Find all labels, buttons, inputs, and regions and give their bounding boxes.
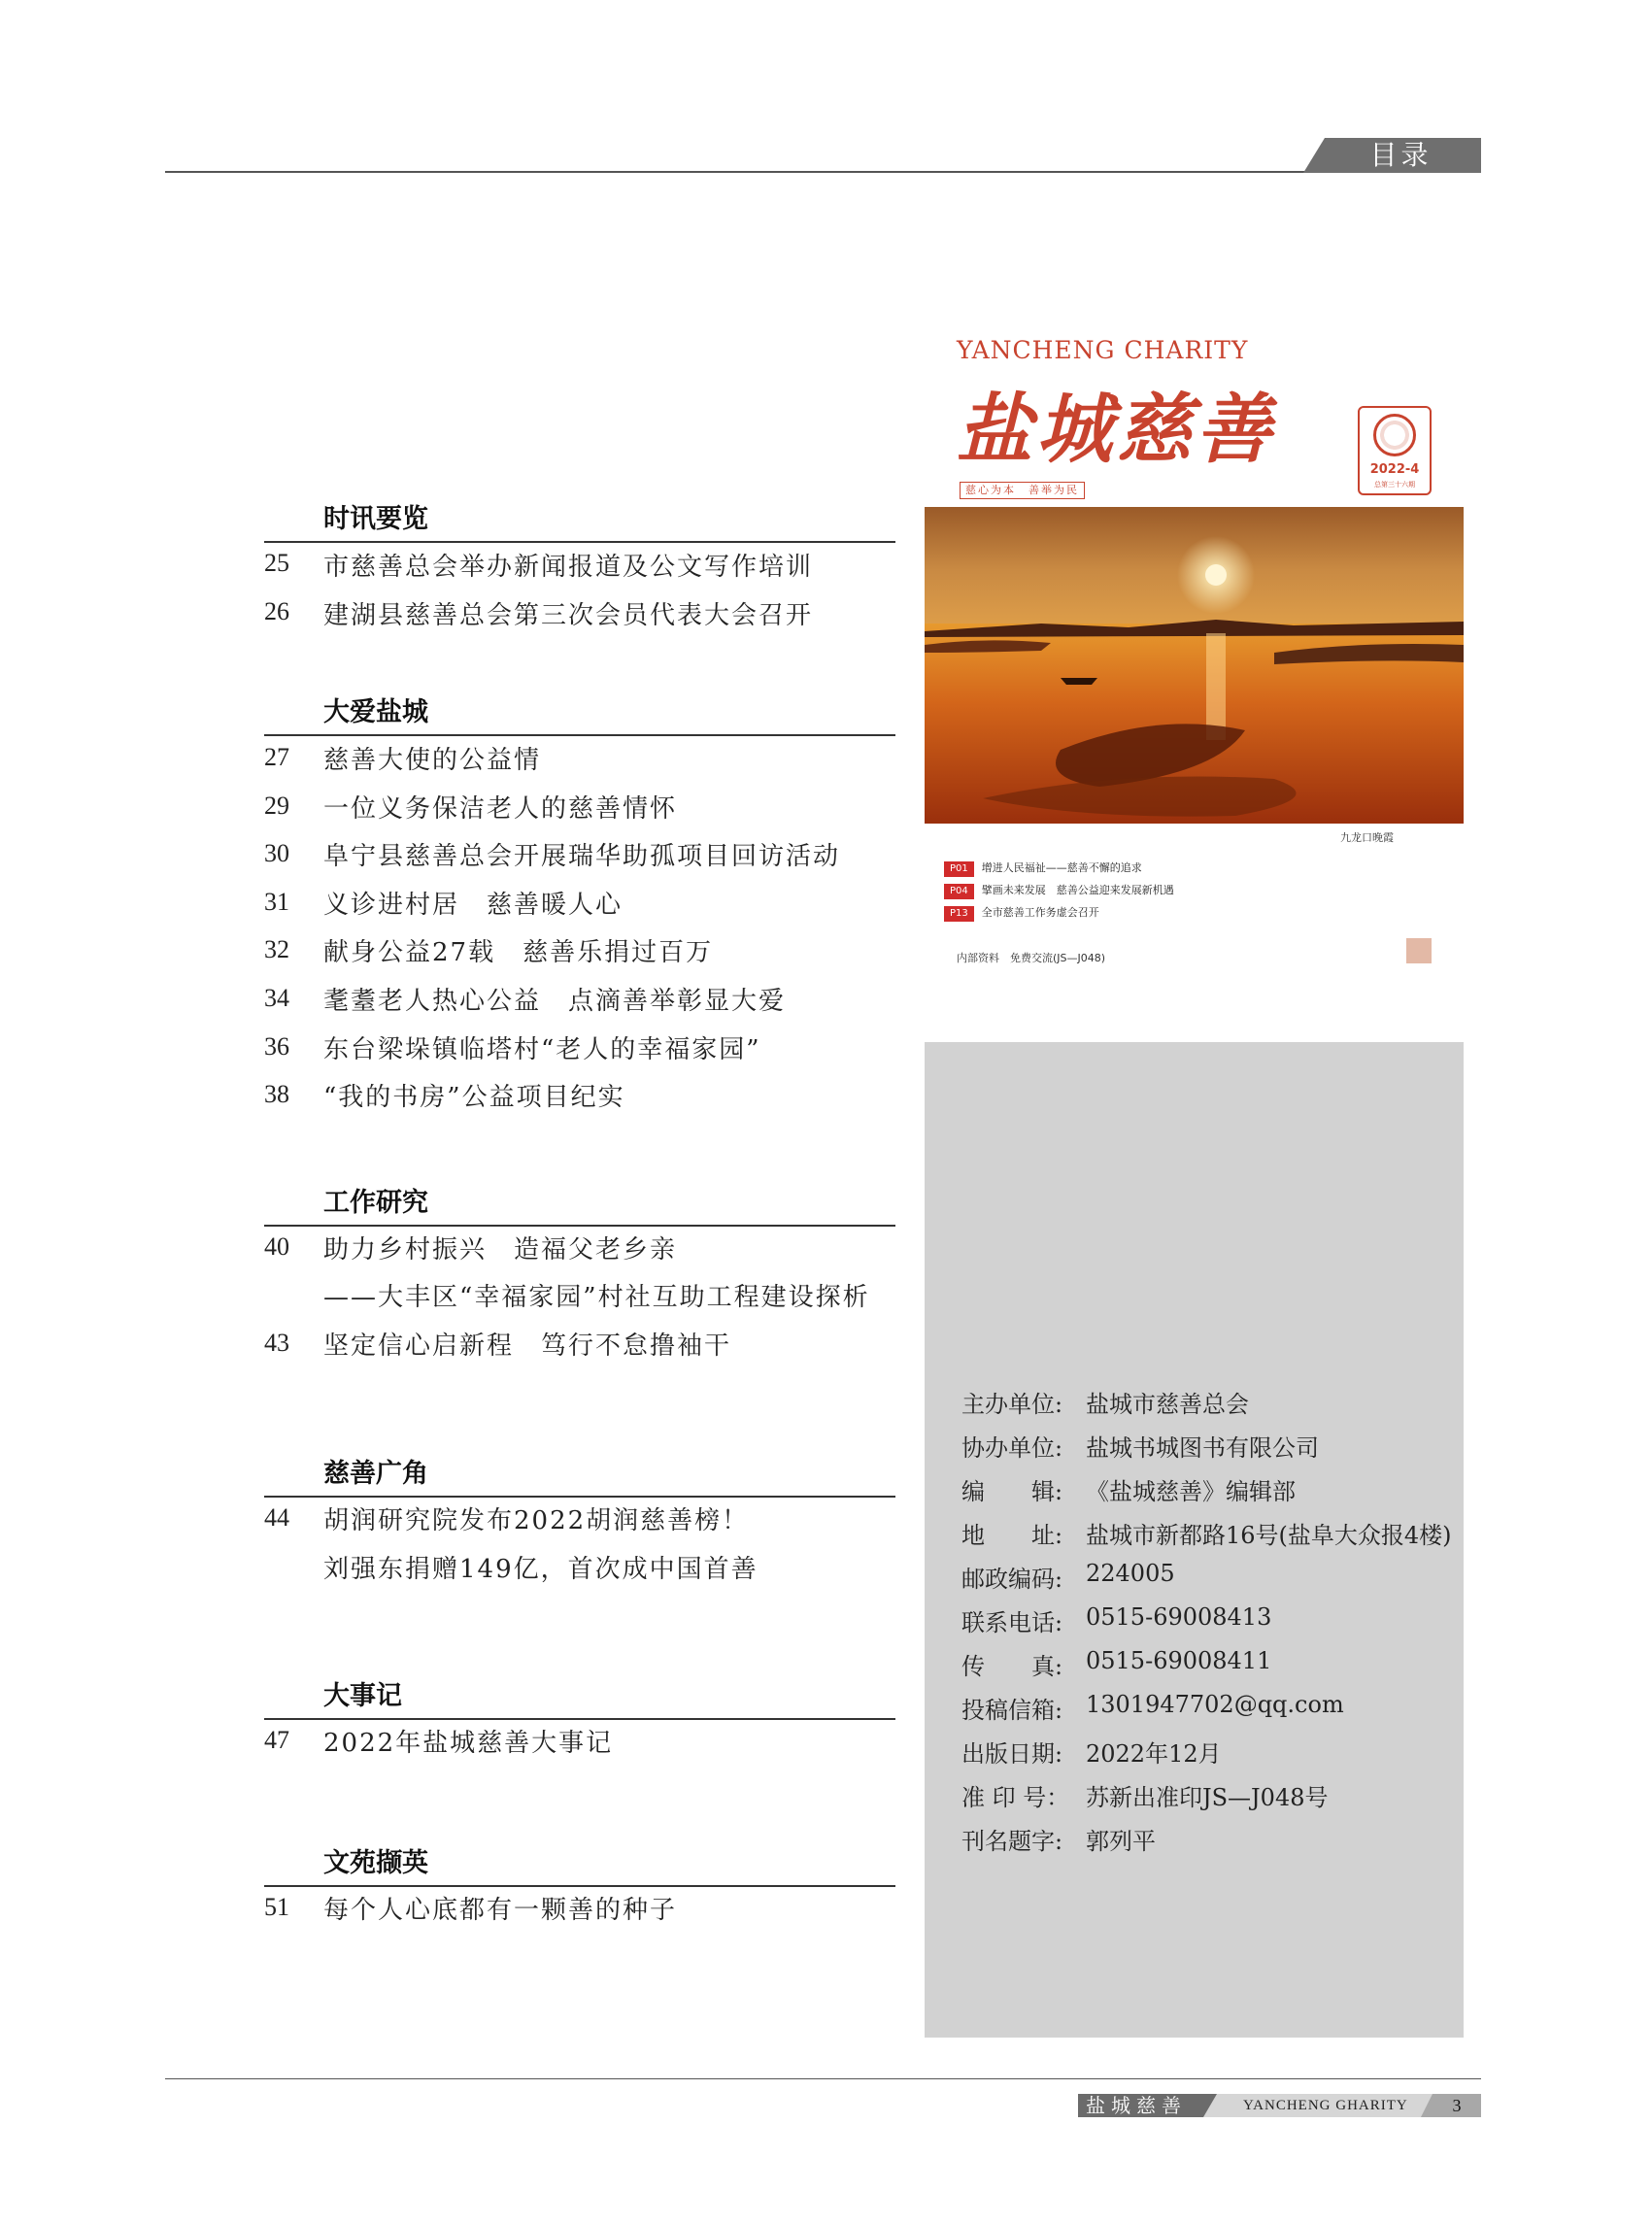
cover-title: 盐城慈善 [957, 386, 1276, 474]
toc-entry[interactable]: 东台梁垛镇临塔村“老人的幸福家园” [323, 1035, 761, 1064]
info-value: 224005 [1086, 1560, 1175, 1587]
toc-section-rule [264, 1885, 895, 1887]
info-label: 准 印 号： [961, 1784, 1070, 1811]
toc-page-number: 27 [264, 743, 289, 771]
info-label: 传 真: [961, 1653, 1063, 1680]
charity-logo-icon [1373, 414, 1416, 456]
toc-page-number: 34 [264, 984, 289, 1012]
cover-issue-sub: 总第三十六期 [1374, 481, 1415, 489]
toc-entry[interactable]: 一位义务保洁老人的慈善情怀 [323, 794, 678, 824]
footer-rule [165, 2078, 1481, 2079]
info-value: 盐城市新都路16号(盐阜大众报4楼) [1086, 1522, 1452, 1549]
toc-page-number: 25 [264, 549, 289, 577]
toc-page-number: 31 [264, 888, 289, 916]
toc-page-number: 30 [264, 839, 289, 867]
info-label: 协办单位: [961, 1434, 1063, 1462]
cover-issue-number: 2022-4 [1369, 462, 1420, 477]
info-label: 刊名题字: [961, 1828, 1063, 1855]
toc-page-number: 36 [264, 1032, 289, 1061]
toc-entry-subtitle[interactable]: 刘强东捐赠149亿，首次成中国首善 [323, 1555, 759, 1584]
toc-page-number: 40 [264, 1232, 289, 1261]
cover-highlight: P04 擘画未来发展 慈善公益迎来发展新机遇 [944, 883, 1174, 898]
info-value: 《盐城慈善》编辑部 [1086, 1478, 1296, 1505]
toc-page-number: 29 [264, 792, 289, 820]
toc-page-number: 47 [264, 1726, 289, 1754]
page-number: 3 [1452, 2096, 1462, 2115]
footer-english-name: YANCHENG GHARITY [1243, 2098, 1408, 2113]
toc-section-title: 文苑撷英 [323, 1848, 428, 1878]
footer-magazine-name: 盐城慈善 [1086, 2094, 1187, 2117]
toc-page-number: 51 [264, 1893, 289, 1921]
info-value: 0515-69008411 [1086, 1647, 1272, 1674]
toc-section-title: 大爱盐城 [323, 697, 428, 727]
cover-highlight: P13 全市慈善工作务虚会召开 [944, 905, 1099, 921]
cover-photo-caption: 九龙口晚霞 [1340, 831, 1394, 844]
toc-entry[interactable]: 慈善大使的公益情 [323, 746, 542, 775]
toc-entry[interactable]: “我的书房”公益项目纪实 [323, 1083, 625, 1112]
cover-highlight: P01 增进人民福祉——慈善不懈的追求 [944, 860, 1142, 876]
cover-note: 内部资料 免费交流(JS—J048) [957, 952, 1106, 964]
toc-page-number: 44 [264, 1503, 289, 1532]
toc-entry-subtitle[interactable]: ——大丰区“幸福家园”村社互助工程建设探析 [323, 1283, 870, 1312]
toc-entry[interactable]: 耄耋老人热心公益 点滴善举彰显大爱 [323, 987, 787, 1016]
info-label: 投稿信箱: [961, 1697, 1063, 1724]
toc-entry[interactable]: 胡润研究院发布2022胡润慈善榜！ [323, 1506, 750, 1535]
cover-slogan: 慈心为本 善举为民 [960, 482, 1085, 499]
toc-page-number: 43 [264, 1329, 289, 1357]
toc-section-title: 时讯要览 [323, 504, 428, 534]
info-email[interactable]: 1301947702@qq.com [1086, 1691, 1344, 1718]
info-label: 编 辑: [961, 1478, 1063, 1505]
toc-page-number: 26 [264, 597, 289, 625]
toc-section-title: 慈善广角 [323, 1459, 428, 1489]
page-title: 目录 [1369, 139, 1433, 171]
toc-page-number: 38 [264, 1080, 289, 1108]
toc-entry[interactable]: 建湖县慈善总会第三次会员代表大会召开 [323, 601, 814, 630]
toc-section-title: 工作研究 [323, 1188, 428, 1218]
info-value: 郭列平 [1086, 1828, 1156, 1855]
info-label: 联系电话: [961, 1609, 1063, 1636]
toc-section-rule [264, 1718, 895, 1720]
toc-entry[interactable]: 献身公益27载 慈善乐捐过百万 [323, 938, 714, 967]
toc-entry[interactable]: 每个人心底都有一颗善的种子 [323, 1896, 678, 1925]
cover-seal-stamp [1406, 938, 1432, 963]
toc-entry[interactable]: 义诊进村居 慈善暖人心 [323, 891, 624, 920]
toc-entry[interactable]: 阜宁县慈善总会开展瑞华助孤项目回访活动 [323, 842, 841, 871]
info-label: 邮政编码: [961, 1566, 1063, 1593]
cover-photo [925, 507, 1464, 824]
info-label: 地 址: [961, 1522, 1063, 1549]
sunset-lake-image [925, 507, 1464, 824]
info-label: 出版日期: [961, 1740, 1063, 1768]
toc-page-number: 32 [264, 935, 289, 963]
toc-section-rule [264, 1225, 895, 1227]
toc-section-rule [264, 541, 895, 543]
info-value: 0515-69008413 [1086, 1603, 1272, 1631]
toc-entry[interactable]: 市慈善总会举办新闻报道及公文写作培训 [323, 553, 814, 582]
toc-entry[interactable]: 坚定信心启新程 笃行不怠撸袖干 [323, 1332, 732, 1361]
info-label: 主办单位: [961, 1391, 1063, 1418]
toc-entry[interactable]: 助力乡村振兴 造福父老乡亲 [323, 1235, 678, 1264]
toc-section-rule [264, 1496, 895, 1498]
toc-section-rule [264, 734, 895, 736]
info-value: 苏新出准印JS—J048号 [1086, 1784, 1329, 1811]
toc-section-title: 大事记 [323, 1681, 402, 1711]
toc-entry[interactable]: 2022年盐城慈善大事记 [323, 1729, 614, 1758]
info-value: 盐城市慈善总会 [1086, 1391, 1249, 1418]
info-value: 2022年12月 [1086, 1740, 1222, 1768]
cover-english-title: YANCHENG CHARITY [957, 336, 1249, 364]
info-value: 盐城书城图书有限公司 [1086, 1434, 1319, 1462]
header-rule [165, 171, 1481, 173]
